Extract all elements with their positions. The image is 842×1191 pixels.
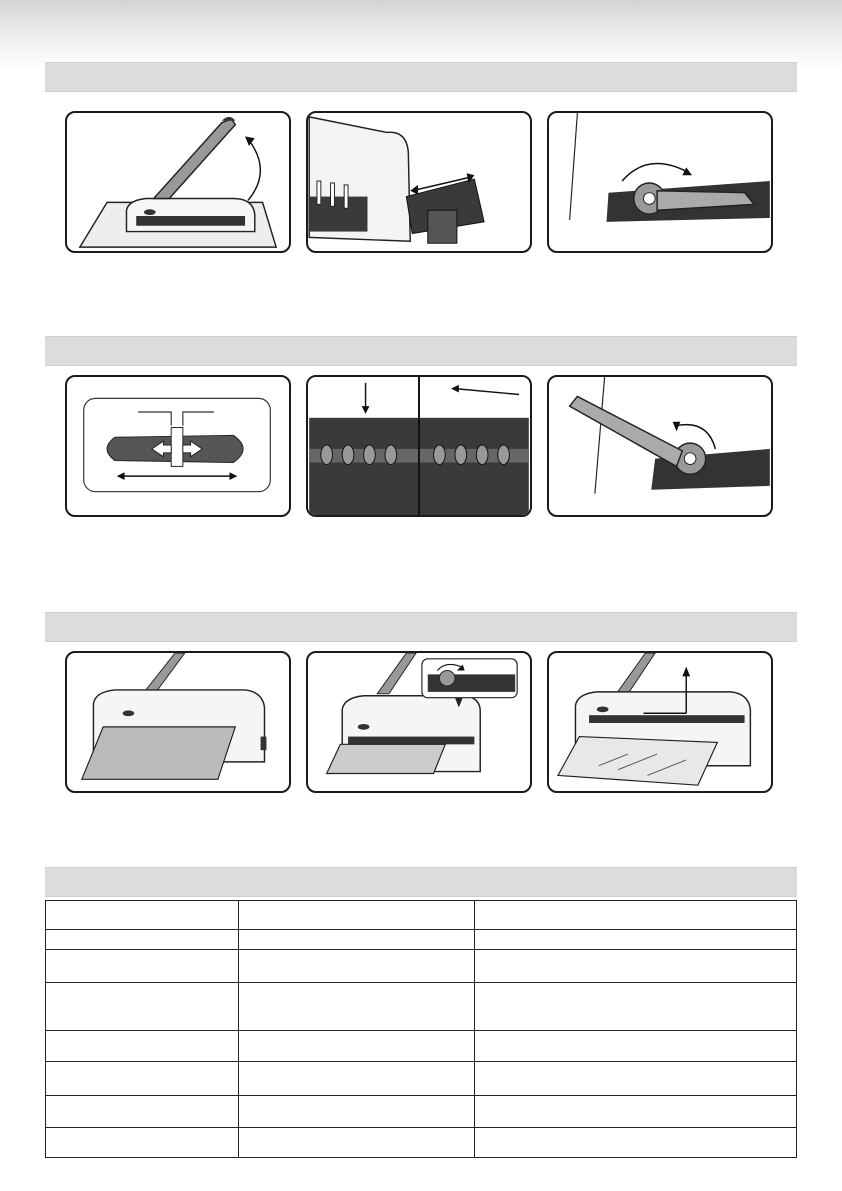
sheet-insert-panel [65, 651, 291, 793]
table-cell [475, 1031, 797, 1062]
lever-return-illustration [549, 377, 771, 515]
roller-align-panel [306, 375, 532, 517]
table-cell [475, 950, 797, 983]
table-cell [46, 901, 239, 930]
table-cell [46, 983, 239, 1031]
page-header-gradient [0, 0, 842, 70]
lever-rotate-panel [547, 111, 773, 253]
lever-rotate-illustration [549, 113, 771, 251]
sheet-insert-illustration [67, 653, 289, 791]
table-cell [475, 1062, 797, 1096]
roller-align-illustration [308, 377, 530, 515]
sheet-feed-illustration [308, 653, 530, 791]
table-row [46, 930, 797, 950]
table-cell [46, 950, 239, 983]
section-3-header-bar [45, 612, 797, 642]
table-row [46, 1128, 797, 1158]
table-cell [239, 1128, 475, 1158]
laminator-lift-arm-panel [65, 111, 291, 253]
table-cell [475, 983, 797, 1031]
section-1-header-bar [45, 62, 797, 92]
sheet-feed-panel [306, 651, 532, 793]
lever-return-panel [547, 375, 773, 517]
section-4-header-bar [45, 867, 797, 897]
specification-table [45, 900, 797, 1158]
table-cell [46, 1062, 239, 1096]
section-2-header-bar [45, 336, 797, 366]
adjuster-slider-panel [65, 375, 291, 517]
sheet-output-illustration [549, 653, 771, 791]
adjuster-slider-illustration [67, 377, 289, 515]
table-cell [475, 930, 797, 950]
laminator-lift-arm-illustration [67, 113, 289, 251]
table-row [46, 950, 797, 983]
table-cell [239, 1031, 475, 1062]
roller-slide-panel [306, 111, 532, 253]
table-cell [46, 1096, 239, 1128]
table-cell [475, 901, 797, 930]
table-cell [46, 1128, 239, 1158]
table-row [46, 1062, 797, 1096]
table-cell [239, 950, 475, 983]
table-row [46, 983, 797, 1031]
table-cell [239, 930, 475, 950]
table-cell [475, 1096, 797, 1128]
table-row [46, 1096, 797, 1128]
table-cell [46, 1031, 239, 1062]
table-row [46, 1031, 797, 1062]
table-cell [239, 983, 475, 1031]
table-cell [239, 1096, 475, 1128]
table-cell [46, 930, 239, 950]
sheet-output-panel [547, 651, 773, 793]
table-cell [475, 1128, 797, 1158]
table-cell [239, 1062, 475, 1096]
roller-slide-illustration [308, 113, 530, 251]
table-cell [239, 901, 475, 930]
table-row [46, 901, 797, 930]
